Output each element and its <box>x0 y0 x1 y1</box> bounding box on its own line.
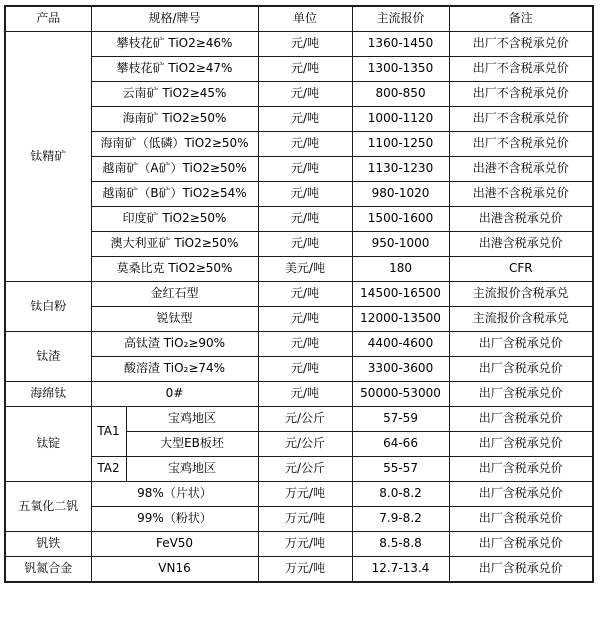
note-cell: CFR <box>449 257 593 282</box>
note-cell: 主流报价含税承兑 <box>449 307 593 332</box>
spec-cell: 越南矿（B矿）TiO2≥54% <box>91 182 258 207</box>
unit-cell: 元/公斤 <box>258 457 352 482</box>
unit-cell: 元/吨 <box>258 157 352 182</box>
table-row <box>5 57 593 82</box>
spec-cell: 云南矿 TiO2≥45% <box>91 82 258 107</box>
table-row <box>5 307 593 332</box>
spec-cell: 印度矿 TiO2≥50% <box>91 207 258 232</box>
product-cell: 钛锭 <box>5 407 91 482</box>
table-row <box>5 257 593 282</box>
unit-cell: 元/吨 <box>258 132 352 157</box>
note-cell: 出港不含税承兑价 <box>449 157 593 182</box>
unit-cell: 元/公斤 <box>258 432 352 457</box>
spec-cell: 澳大利亚矿 TiO2≥50% <box>91 232 258 257</box>
unit-cell: 元/吨 <box>258 182 352 207</box>
spec-cell: 高钛渣 TiO₂≥90% <box>91 332 258 357</box>
spec-cell: 宝鸡地区 <box>126 457 258 482</box>
spec-cell: 酸溶渣 TiO₂≥74% <box>91 357 258 382</box>
note-cell: 出厂含税承兑价 <box>449 557 593 583</box>
unit-cell: 万元/吨 <box>258 482 352 507</box>
table-row <box>5 382 593 407</box>
spec-cell: 攀枝花矿 TiO2≥46% <box>91 32 258 57</box>
spec-cell: 越南矿（A矿）TiO2≥50% <box>91 157 258 182</box>
price-cell: 1360-1450 <box>352 32 449 57</box>
table-row <box>5 157 593 182</box>
table-row <box>5 457 593 482</box>
note-cell: 主流报价含税承兑 <box>449 282 593 307</box>
note-cell: 出厂含税承兑价 <box>449 507 593 532</box>
spec-cell: 莫桑比克 TiO2≥50% <box>91 257 258 282</box>
note-cell: 出厂不含税承兑价 <box>449 107 593 132</box>
grade-cell: TA1 <box>91 407 126 457</box>
price-cell: 64-66 <box>352 432 449 457</box>
price-cell: 7.9-8.2 <box>352 507 449 532</box>
unit-cell: 美元/吨 <box>258 257 352 282</box>
price-cell: 14500-16500 <box>352 282 449 307</box>
price-cell: 8.0-8.2 <box>352 482 449 507</box>
table-row <box>5 282 593 307</box>
note-cell: 出厂含税承兑价 <box>449 482 593 507</box>
header-note: 备注 <box>449 6 593 32</box>
spec-cell: 攀枝花矿 TiO2≥47% <box>91 57 258 82</box>
spec-cell: VN16 <box>91 557 258 583</box>
spec-cell: 宝鸡地区 <box>126 407 258 432</box>
unit-cell: 元/吨 <box>258 232 352 257</box>
price-cell: 3300-3600 <box>352 357 449 382</box>
price-cell: 1000-1120 <box>352 107 449 132</box>
header-row <box>5 6 593 32</box>
spec-cell: 海南矿（低磷）TiO2≥50% <box>91 132 258 157</box>
note-cell: 出厂含税承兑价 <box>449 407 593 432</box>
grade-cell: TA2 <box>91 457 126 482</box>
unit-cell: 元/吨 <box>258 382 352 407</box>
header-price: 主流报价 <box>352 6 449 32</box>
note-cell: 出厂不含税承兑价 <box>449 132 593 157</box>
unit-cell: 元/吨 <box>258 82 352 107</box>
note-cell: 出港不含税承兑价 <box>449 182 593 207</box>
table-row <box>5 207 593 232</box>
unit-cell: 元/公斤 <box>258 407 352 432</box>
unit-cell: 元/吨 <box>258 107 352 132</box>
note-cell: 出港含税承兑价 <box>449 207 593 232</box>
unit-cell: 元/吨 <box>258 207 352 232</box>
price-cell: 1130-1230 <box>352 157 449 182</box>
table-row <box>5 507 593 532</box>
unit-cell: 万元/吨 <box>258 557 352 583</box>
table-row <box>5 182 593 207</box>
spec-cell: 金红石型 <box>91 282 258 307</box>
spec-cell: 锐钛型 <box>91 307 258 332</box>
note-cell: 出厂不含税承兑价 <box>449 57 593 82</box>
spec-cell: 海南矿 TiO2≥50% <box>91 107 258 132</box>
price-cell: 980-1020 <box>352 182 449 207</box>
header-spec: 规格/牌号 <box>91 6 258 32</box>
product-cell: 钒氮合金 <box>5 557 91 583</box>
product-cell: 钛精矿 <box>5 32 91 282</box>
note-cell: 出厂不含税承兑价 <box>449 82 593 107</box>
table-row <box>5 132 593 157</box>
table-row <box>5 82 593 107</box>
table-row <box>5 407 593 432</box>
price-cell: 57-59 <box>352 407 449 432</box>
unit-cell: 元/吨 <box>258 332 352 357</box>
spec-cell: 大型EB板坯 <box>126 432 258 457</box>
price-cell: 800-850 <box>352 82 449 107</box>
price-cell: 1500-1600 <box>352 207 449 232</box>
spec-cell: 99%（粉状） <box>91 507 258 532</box>
price-cell: 8.5-8.8 <box>352 532 449 557</box>
price-cell: 50000-53000 <box>352 382 449 407</box>
unit-cell: 元/吨 <box>258 32 352 57</box>
table-row <box>5 232 593 257</box>
price-cell: 180 <box>352 257 449 282</box>
note-cell: 出港含税承兑价 <box>449 232 593 257</box>
unit-cell: 元/吨 <box>258 57 352 82</box>
header-unit: 单位 <box>258 6 352 32</box>
table-row <box>5 332 593 357</box>
spec-cell: FeV50 <box>91 532 258 557</box>
note-cell: 出厂含税承兑价 <box>449 382 593 407</box>
price-cell: 1300-1350 <box>352 57 449 82</box>
product-cell: 钛渣 <box>5 332 91 382</box>
unit-cell: 元/吨 <box>258 282 352 307</box>
note-cell: 出厂含税承兑价 <box>449 432 593 457</box>
unit-cell: 元/吨 <box>258 307 352 332</box>
table-row <box>5 532 593 557</box>
unit-cell: 元/吨 <box>258 357 352 382</box>
note-cell: 出厂不含税承兑价 <box>449 32 593 57</box>
price-cell: 12.7-13.4 <box>352 557 449 583</box>
table-row <box>5 482 593 507</box>
note-cell: 出厂含税承兑价 <box>449 332 593 357</box>
table-row <box>5 32 593 57</box>
spec-cell: 98%（片状） <box>91 482 258 507</box>
price-cell: 1100-1250 <box>352 132 449 157</box>
note-cell: 出厂含税承兑价 <box>449 532 593 557</box>
note-cell: 出厂含税承兑价 <box>449 457 593 482</box>
price-cell: 950-1000 <box>352 232 449 257</box>
note-cell: 出厂含税承兑价 <box>449 357 593 382</box>
price-table-body <box>5 32 593 583</box>
table-row <box>5 107 593 132</box>
price-cell: 55-57 <box>352 457 449 482</box>
header-product: 产品 <box>5 6 91 32</box>
price-cell: 4400-4600 <box>352 332 449 357</box>
unit-cell: 万元/吨 <box>258 507 352 532</box>
product-cell: 钛白粉 <box>5 282 91 332</box>
spec-cell: 0# <box>91 382 258 407</box>
product-cell: 海绵钛 <box>5 382 91 407</box>
table-row <box>5 357 593 382</box>
price-table <box>4 5 594 583</box>
price-cell: 12000-13500 <box>352 307 449 332</box>
product-cell: 五氧化二钒 <box>5 482 91 532</box>
product-cell: 钒铁 <box>5 532 91 557</box>
unit-cell: 万元/吨 <box>258 532 352 557</box>
table-row <box>5 557 593 583</box>
